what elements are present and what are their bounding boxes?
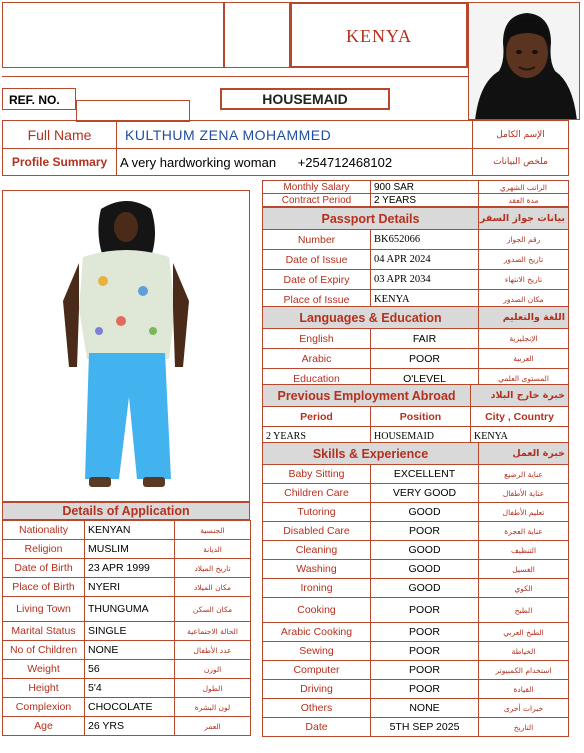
skill-value: GOOD <box>371 541 479 560</box>
contract-row <box>263 194 569 207</box>
skill-label-ar: عناية العجزة <box>479 522 569 541</box>
skill-label: Tutoring <box>263 503 371 522</box>
ref-label: REF. NO. <box>9 93 60 107</box>
employment-columns <box>263 407 569 427</box>
skill-label-ar: الطبخ <box>479 598 569 623</box>
skill-label-ar: الطبخ العربي <box>479 623 569 642</box>
skill-label: Cooking <box>263 598 371 623</box>
detail-label: Date of Birth <box>3 559 85 578</box>
skill-row <box>263 661 569 680</box>
languages-header <box>263 307 569 329</box>
passport-label-ar: تاريخ الصدور <box>479 250 569 270</box>
detail-row <box>3 578 251 597</box>
passport-value: BK652066 <box>371 230 479 250</box>
skill-row <box>263 718 569 737</box>
language-row <box>263 329 569 349</box>
skill-label-ar: التنظيف <box>479 541 569 560</box>
skill-label: Ironing <box>263 579 371 598</box>
detail-row <box>3 559 251 578</box>
passport-row <box>263 230 569 250</box>
detail-label-ar: تاريخ الميلاد <box>175 559 251 578</box>
header-cell-2 <box>224 2 290 68</box>
skill-label: Disabled Care <box>263 522 371 541</box>
profile-summary-label-ar: ملخص البيانات <box>473 149 569 176</box>
full-name-value: KULTHUM ZENA MOHAMMED <box>117 121 473 149</box>
contract-label-ar: مدة العقد <box>479 194 569 207</box>
detail-label: Place of Birth <box>3 578 85 597</box>
languages-title: Languages & Education <box>263 307 479 329</box>
language-label: Arabic <box>263 349 371 369</box>
detail-value: NYERI <box>85 578 175 597</box>
employment-col-period: Period <box>263 407 371 427</box>
contract-label: Monthly Salary <box>263 181 371 194</box>
header-cell-1 <box>2 2 224 68</box>
detail-value: KENYAN <box>85 521 175 540</box>
detail-label: Marital Status <box>3 622 85 641</box>
passport-label: Number <box>263 230 371 250</box>
contract-value: 900 SAR <box>371 181 479 194</box>
skill-label: Sewing <box>263 642 371 661</box>
employment-position: HOUSEMAID <box>371 427 471 447</box>
passport-table <box>262 207 569 310</box>
detail-label: Height <box>3 679 85 698</box>
detail-label: Nationality <box>3 521 85 540</box>
languages-title-ar: اللغة والتعليم <box>479 307 569 329</box>
detail-value: NONE <box>85 641 175 660</box>
detail-row <box>3 679 251 698</box>
skill-label: Washing <box>263 560 371 579</box>
detail-row <box>3 660 251 679</box>
detail-row <box>3 641 251 660</box>
detail-label: Complexion <box>3 698 85 717</box>
employment-title-ar: خبرة خارج البلاد <box>471 385 569 407</box>
profile-summary-text: A very hardworking woman <box>120 154 277 170</box>
header-line <box>2 76 468 77</box>
detail-value: 26 YRS <box>85 717 175 736</box>
skill-value: POOR <box>371 661 479 680</box>
skill-value: 5TH SEP 2025 <box>371 718 479 737</box>
detail-label-ar: الحالة الاجتماعية <box>175 622 251 641</box>
skill-row <box>263 560 569 579</box>
skill-label: Driving <box>263 680 371 699</box>
language-label-ar: الإنجليزية <box>479 329 569 349</box>
skill-value: GOOD <box>371 560 479 579</box>
passport-label-ar: تاريخ الانتهاء <box>479 270 569 290</box>
skill-row <box>263 541 569 560</box>
skill-value: POOR <box>371 680 479 699</box>
details-title <box>2 502 250 520</box>
detail-label-ar: الوزن <box>175 660 251 679</box>
skill-row <box>263 522 569 541</box>
skill-value: POOR <box>371 623 479 642</box>
language-row <box>263 349 569 369</box>
detail-label-ar: مكان السكن <box>175 597 251 622</box>
skill-value: POOR <box>371 522 479 541</box>
detail-row <box>3 521 251 540</box>
details-title-text: Details of Application <box>62 504 190 518</box>
skill-row <box>263 699 569 718</box>
skill-value: NONE <box>371 699 479 718</box>
employment-col-position: Position <box>371 407 471 427</box>
full-body-photo <box>2 190 250 502</box>
skill-label-ar: الكوي <box>479 579 569 598</box>
skill-label: Cleaning <box>263 541 371 560</box>
languages-table <box>262 306 569 389</box>
detail-row <box>3 698 251 717</box>
detail-label: Weight <box>3 660 85 679</box>
skill-row <box>263 623 569 642</box>
skill-label: Others <box>263 699 371 718</box>
passport-label: Place of Issue <box>263 290 371 310</box>
skill-row <box>263 680 569 699</box>
passport-title: Passport Details <box>263 208 479 230</box>
skill-label-ar: تعليم الأطفال <box>479 503 569 522</box>
detail-label-ar: لون البشرة <box>175 698 251 717</box>
language-label: English <box>263 329 371 349</box>
employment-title: Previous Employment Abroad <box>263 385 471 407</box>
detail-value: 5'4 <box>85 679 175 698</box>
profile-summary-value <box>117 149 473 176</box>
detail-label-ar: الديانة <box>175 540 251 559</box>
detail-label-ar: الجنسية <box>175 521 251 540</box>
phone-number: +254712468102 <box>297 154 393 170</box>
identity-table <box>2 120 569 176</box>
skill-label-ar: الخياطة <box>479 642 569 661</box>
employment-col-place: City , Country <box>471 407 569 427</box>
details-table <box>2 520 251 736</box>
profile-summary-label: Profile Summary <box>3 149 117 176</box>
contract-table <box>262 180 569 207</box>
detail-label-ar: الطول <box>175 679 251 698</box>
skill-label: Arabic Cooking <box>263 623 371 642</box>
language-label-ar: العربية <box>479 349 569 369</box>
full-name-label: Full Name <box>3 121 117 149</box>
detail-value: 56 <box>85 660 175 679</box>
skills-table <box>262 442 569 737</box>
portrait-photo <box>468 2 580 120</box>
skill-label: Computer <box>263 661 371 680</box>
detail-value: SINGLE <box>85 622 175 641</box>
language-value: POOR <box>371 349 479 369</box>
contract-label-ar: الراتب الشهري <box>479 181 569 194</box>
detail-row <box>3 717 251 736</box>
passport-value: 03 APR 2034 <box>371 270 479 290</box>
full-name-label-ar: الإسم الكامل <box>473 121 569 149</box>
skill-label: Baby Sitting <box>263 465 371 484</box>
language-value: FAIR <box>371 329 479 349</box>
skill-label: Children Care <box>263 484 371 503</box>
language-value: O'LEVEL <box>371 369 479 389</box>
employment-header <box>263 385 569 407</box>
passport-label-ar: مكان الصدور <box>479 290 569 310</box>
passport-label-ar: رقم الجواز <box>479 230 569 250</box>
skill-label-ar: استخدام الكمبيوتر <box>479 661 569 680</box>
skill-label-ar: التاريخ <box>479 718 569 737</box>
detail-label-ar: مكان الميلاد <box>175 578 251 597</box>
skill-value: GOOD <box>371 503 479 522</box>
skill-value: POOR <box>371 598 479 623</box>
employment-period: 2 YEARS <box>263 427 371 447</box>
detail-value: 23 APR 1999 <box>85 559 175 578</box>
passport-row <box>263 250 569 270</box>
skill-row <box>263 484 569 503</box>
skill-row <box>263 579 569 598</box>
detail-row <box>3 597 251 622</box>
skill-label-ar: خبرات أخرى <box>479 699 569 718</box>
employment-table <box>262 384 569 447</box>
ref-value-box <box>76 100 190 122</box>
detail-label: Age <box>3 717 85 736</box>
passport-title-ar: بيانات جواز السفر <box>479 208 569 230</box>
detail-value: THUNGUMA <box>85 597 175 622</box>
skill-label-ar: الغسيل <box>479 560 569 579</box>
skill-row <box>263 503 569 522</box>
skill-value: POOR <box>371 642 479 661</box>
detail-label: Living Town <box>3 597 85 622</box>
skills-title-ar: خبرة العمل <box>479 443 569 465</box>
skill-label-ar: عناية الرضيع <box>479 465 569 484</box>
contract-label: Contract Period <box>263 194 371 207</box>
detail-label: Religion <box>3 540 85 559</box>
skill-label: Date <box>263 718 371 737</box>
contract-row <box>263 181 569 194</box>
detail-value: MUSLIM <box>85 540 175 559</box>
skills-header <box>263 443 569 465</box>
position-title: HOUSEMAID <box>262 91 348 107</box>
passport-value: 04 APR 2024 <box>371 250 479 270</box>
skill-value: VERY GOOD <box>371 484 479 503</box>
passport-label: Date of Expiry <box>263 270 371 290</box>
passport-row <box>263 270 569 290</box>
detail-row <box>3 622 251 641</box>
skill-row <box>263 642 569 661</box>
detail-label: No of Children <box>3 641 85 660</box>
skill-label-ar: عناية الأطفال <box>479 484 569 503</box>
skill-value: GOOD <box>371 579 479 598</box>
header-grid <box>2 2 468 86</box>
language-label: Education <box>263 369 371 389</box>
passport-header <box>263 208 569 230</box>
detail-label-ar: العمر <box>175 717 251 736</box>
detail-row <box>3 540 251 559</box>
passport-value: KENYA <box>371 290 479 310</box>
ref-label-box <box>2 88 76 110</box>
skill-row <box>263 465 569 484</box>
country-name: KENYA <box>346 26 412 46</box>
skills-title: Skills & Experience <box>263 443 479 465</box>
language-label-ar: المستوى العلمي <box>479 369 569 389</box>
contract-value: 2 YEARS <box>371 194 479 207</box>
detail-label-ar: عدد الأطفال <box>175 641 251 660</box>
detail-value: CHOCOLATE <box>85 698 175 717</box>
skill-value: EXCELLENT <box>371 465 479 484</box>
employment-place: KENYA <box>471 427 569 447</box>
position-box <box>220 88 390 110</box>
passport-label: Date of Issue <box>263 250 371 270</box>
skill-row <box>263 598 569 623</box>
skill-label-ar: القيادة <box>479 680 569 699</box>
